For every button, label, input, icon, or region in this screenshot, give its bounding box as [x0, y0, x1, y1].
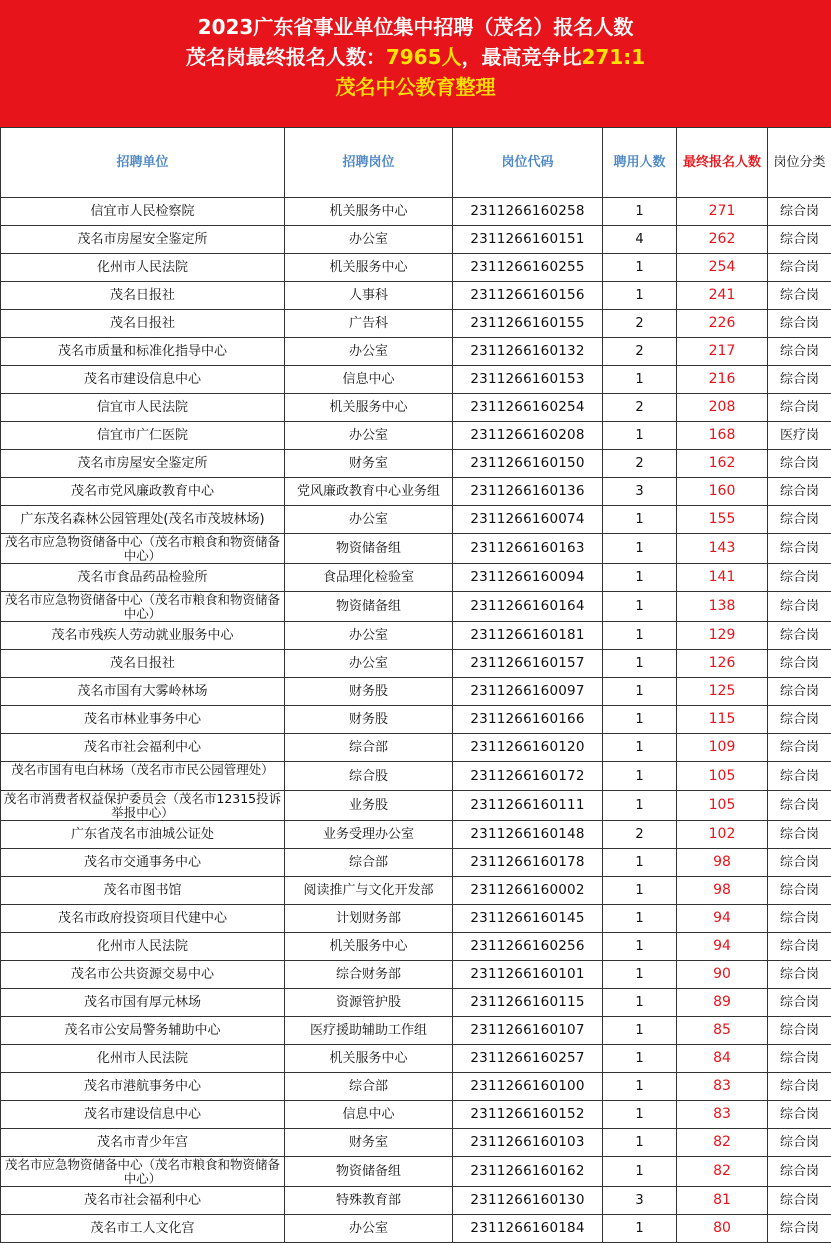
- cell-code: 2311266160150: [453, 450, 603, 478]
- cell-code: 2311266160157: [453, 650, 603, 678]
- cell-post: 办公室: [285, 650, 453, 678]
- cell-unit: 信宜市人民法院: [1, 394, 285, 422]
- cell-hire: 1: [603, 706, 677, 734]
- cell-hire: 1: [603, 254, 677, 282]
- title-line-2: [0, 42, 831, 72]
- cell-code: 2311266160115: [453, 989, 603, 1017]
- table-row: [1, 564, 831, 592]
- table-row: [1, 849, 831, 877]
- cell-hire: 3: [603, 478, 677, 506]
- cell-post: 办公室: [285, 338, 453, 366]
- table-row: [1, 1215, 831, 1243]
- cell-applicants: 84: [677, 1045, 768, 1073]
- cell-category: 综合岗: [768, 905, 831, 933]
- cell-unit: 茂名市党风廉政教育中心: [1, 478, 285, 506]
- cell-applicants: 126: [677, 650, 768, 678]
- cell-post: 医疗援助辅助工作组: [285, 1017, 453, 1045]
- table-row: [1, 310, 831, 338]
- cell-post: 物资储备组: [285, 1157, 453, 1187]
- cell-post: 办公室: [285, 226, 453, 254]
- cell-applicants: 81: [677, 1187, 768, 1215]
- cell-unit: 茂名日报社: [1, 310, 285, 338]
- cell-applicants: 94: [677, 905, 768, 933]
- col-header-post: 招聘岗位: [285, 128, 453, 198]
- cell-applicants: 83: [677, 1101, 768, 1129]
- cell-post: 综合部: [285, 734, 453, 762]
- cell-code: 2311266160120: [453, 734, 603, 762]
- cell-hire: 1: [603, 933, 677, 961]
- cell-applicants: 138: [677, 592, 768, 622]
- cell-category: 综合岗: [768, 1017, 831, 1045]
- cell-applicants: 125: [677, 678, 768, 706]
- cell-applicants: 143: [677, 534, 768, 564]
- cell-hire: 1: [603, 762, 677, 791]
- cell-applicants: 115: [677, 706, 768, 734]
- cell-hire: 2: [603, 394, 677, 422]
- title-line-3: 茂名中公教育整理: [0, 72, 831, 102]
- cell-category: 综合岗: [768, 877, 831, 905]
- cell-unit: 茂名市图书馆: [1, 877, 285, 905]
- table-row: [1, 422, 831, 450]
- cell-post: 机关服务中心: [285, 1045, 453, 1073]
- cell-applicants: 168: [677, 422, 768, 450]
- max-competition-ratio: 271:1: [582, 45, 646, 69]
- cell-category: 综合岗: [768, 534, 831, 564]
- cell-code: 2311266160130: [453, 1187, 603, 1215]
- cell-unit: 茂名市国有大雾岭林场: [1, 678, 285, 706]
- cell-code: 2311266160163: [453, 534, 603, 564]
- cell-post: 阅读推广与文化开发部: [285, 877, 453, 905]
- cell-code: 2311266160155: [453, 310, 603, 338]
- cell-category: 综合岗: [768, 706, 831, 734]
- cell-unit: 茂名市应急物资储备中心（茂名市粮食和物资储备中心）: [1, 1157, 285, 1187]
- cell-applicants: 216: [677, 366, 768, 394]
- cell-unit: 茂名市残疾人劳动就业服务中心: [1, 622, 285, 650]
- cell-code: 2311266160257: [453, 1045, 603, 1073]
- cell-unit: 信宜市人民检察院: [1, 198, 285, 226]
- cell-code: 2311266160152: [453, 1101, 603, 1129]
- table-row: [1, 592, 831, 622]
- cell-code: 2311266160166: [453, 706, 603, 734]
- cell-post: 机关服务中心: [285, 254, 453, 282]
- cell-code: 2311266160002: [453, 877, 603, 905]
- cell-post: 综合财务部: [285, 961, 453, 989]
- cell-applicants: 105: [677, 762, 768, 791]
- cell-category: 综合岗: [768, 622, 831, 650]
- cell-applicants: 105: [677, 791, 768, 821]
- cell-applicants: 208: [677, 394, 768, 422]
- cell-category: 综合岗: [768, 933, 831, 961]
- table-row: [1, 678, 831, 706]
- cell-code: 2311266160107: [453, 1017, 603, 1045]
- cell-hire: 1: [603, 592, 677, 622]
- cell-hire: 2: [603, 338, 677, 366]
- table-row: [1, 282, 831, 310]
- cell-hire: 1: [603, 989, 677, 1017]
- cell-applicants: 102: [677, 821, 768, 849]
- cell-category: 综合岗: [768, 394, 831, 422]
- cell-category: 医疗岗: [768, 422, 831, 450]
- cell-applicants: 82: [677, 1129, 768, 1157]
- table-row: [1, 478, 831, 506]
- cell-post: 机关服务中心: [285, 394, 453, 422]
- cell-category: 综合岗: [768, 678, 831, 706]
- cell-post: 机关服务中心: [285, 933, 453, 961]
- table-row: [1, 762, 831, 791]
- cell-applicants: 226: [677, 310, 768, 338]
- cell-code: 2311266160164: [453, 592, 603, 622]
- cell-post: 人事科: [285, 282, 453, 310]
- cell-unit: 茂名市政府投资项目代建中心: [1, 905, 285, 933]
- cell-applicants: 162: [677, 450, 768, 478]
- cell-post: 计划财务部: [285, 905, 453, 933]
- cell-unit: 茂名市国有电白林场（茂名市市民公园管理处）: [1, 762, 285, 791]
- cell-post: 业务股: [285, 791, 453, 821]
- cell-post: 财务室: [285, 1129, 453, 1157]
- table-row: [1, 989, 831, 1017]
- cell-post: 机关服务中心: [285, 198, 453, 226]
- cell-unit: 茂名市应急物资储备中心（茂名市粮食和物资储备中心）: [1, 534, 285, 564]
- cell-applicants: 254: [677, 254, 768, 282]
- cell-category: 综合岗: [768, 506, 831, 534]
- cell-hire: 1: [603, 1215, 677, 1243]
- cell-unit: 茂名市公安局警务辅助中心: [1, 1017, 285, 1045]
- cell-post: 综合部: [285, 849, 453, 877]
- cell-code: 2311266160103: [453, 1129, 603, 1157]
- cell-code: 2311266160101: [453, 961, 603, 989]
- table-row: [1, 1187, 831, 1215]
- cell-post: 资源管护股: [285, 989, 453, 1017]
- cell-code: 2311266160184: [453, 1215, 603, 1243]
- cell-code: 2311266160258: [453, 198, 603, 226]
- title-banner: [0, 0, 831, 127]
- cell-category: 综合岗: [768, 961, 831, 989]
- cell-code: 2311266160178: [453, 849, 603, 877]
- table-row: [1, 1045, 831, 1073]
- table-row: [1, 905, 831, 933]
- table-body: [1, 198, 831, 1243]
- table-row: [1, 338, 831, 366]
- total-applicants: 7965人: [386, 45, 462, 69]
- cell-code: 2311266160162: [453, 1157, 603, 1187]
- cell-code: 2311266160151: [453, 226, 603, 254]
- cell-post: 办公室: [285, 506, 453, 534]
- cell-hire: 1: [603, 1157, 677, 1187]
- cell-post: 综合股: [285, 762, 453, 791]
- cell-code: 2311266160156: [453, 282, 603, 310]
- cell-post: 综合部: [285, 1073, 453, 1101]
- table-row: [1, 534, 831, 564]
- cell-post: 业务受理办公室: [285, 821, 453, 849]
- cell-code: 2311266160256: [453, 933, 603, 961]
- col-header-category: 岗位分类: [768, 128, 831, 198]
- table-row: [1, 198, 831, 226]
- cell-hire: 1: [603, 1073, 677, 1101]
- cell-hire: 1: [603, 506, 677, 534]
- cell-unit: 茂名市消费者权益保护委员会（茂名市12315投诉举报中心）: [1, 791, 285, 821]
- cell-applicants: 89: [677, 989, 768, 1017]
- table-row: [1, 254, 831, 282]
- cell-code: 2311266160145: [453, 905, 603, 933]
- cell-hire: 1: [603, 877, 677, 905]
- cell-post: 党风廉政教育中心业务组: [285, 478, 453, 506]
- cell-hire: 1: [603, 366, 677, 394]
- cell-applicants: 85: [677, 1017, 768, 1045]
- cell-category: 综合岗: [768, 1187, 831, 1215]
- cell-unit: 茂名市建设信息中心: [1, 366, 285, 394]
- table-row: [1, 226, 831, 254]
- cell-code: 2311266160111: [453, 791, 603, 821]
- cell-unit: 茂名市林业事务中心: [1, 706, 285, 734]
- cell-category: 综合岗: [768, 1129, 831, 1157]
- cell-unit: 茂名市社会福利中心: [1, 1187, 285, 1215]
- cell-unit: 茂名市建设信息中心: [1, 1101, 285, 1129]
- col-header-hire: 聘用人数: [603, 128, 677, 198]
- cell-hire: 2: [603, 450, 677, 478]
- cell-code: 2311266160132: [453, 338, 603, 366]
- cell-category: 综合岗: [768, 564, 831, 592]
- cell-hire: 1: [603, 622, 677, 650]
- cell-unit: 广东省茂名市油城公证处: [1, 821, 285, 849]
- cell-unit: 广东茂名森林公园管理处(茂名市茂坡林场): [1, 506, 285, 534]
- cell-unit: 茂名市房屋安全鉴定所: [1, 226, 285, 254]
- cell-post: 物资储备组: [285, 592, 453, 622]
- table-row: [1, 450, 831, 478]
- cell-unit: 化州市人民法院: [1, 933, 285, 961]
- cell-unit: 化州市人民法院: [1, 1045, 285, 1073]
- cell-applicants: 109: [677, 734, 768, 762]
- table-row: [1, 366, 831, 394]
- cell-category: 综合岗: [768, 650, 831, 678]
- col-header-unit: 招聘单位: [1, 128, 285, 198]
- cell-category: 综合岗: [768, 849, 831, 877]
- cell-post: 财务股: [285, 706, 453, 734]
- cell-applicants: 83: [677, 1073, 768, 1101]
- cell-hire: 3: [603, 1187, 677, 1215]
- cell-post: 信息中心: [285, 1101, 453, 1129]
- cell-post: 食品理化检验室: [285, 564, 453, 592]
- cell-category: 综合岗: [768, 821, 831, 849]
- cell-category: 综合岗: [768, 1045, 831, 1073]
- cell-post: 特殊教育部: [285, 1187, 453, 1215]
- table-row: [1, 1129, 831, 1157]
- cell-post: 财务股: [285, 678, 453, 706]
- applicants-table: [0, 127, 831, 1243]
- cell-code: 2311266160136: [453, 478, 603, 506]
- title-line-2-prefix: 茂名岗最终报名人数：: [186, 45, 386, 69]
- table-row: [1, 706, 831, 734]
- table-row: [1, 961, 831, 989]
- table-row: [1, 1101, 831, 1129]
- cell-applicants: 94: [677, 933, 768, 961]
- cell-applicants: 271: [677, 198, 768, 226]
- cell-unit: 茂名市国有厚元林场: [1, 989, 285, 1017]
- cell-unit: 茂名市食品药品检验所: [1, 564, 285, 592]
- cell-category: 综合岗: [768, 478, 831, 506]
- cell-category: 综合岗: [768, 254, 831, 282]
- cell-unit: 茂名日报社: [1, 282, 285, 310]
- cell-post: 办公室: [285, 1215, 453, 1243]
- cell-post: 广告科: [285, 310, 453, 338]
- table-header-row: [1, 128, 831, 198]
- cell-hire: 1: [603, 650, 677, 678]
- cell-hire: 2: [603, 310, 677, 338]
- table-row: [1, 650, 831, 678]
- cell-hire: 1: [603, 849, 677, 877]
- cell-category: 综合岗: [768, 1157, 831, 1187]
- cell-code: 2311266160100: [453, 1073, 603, 1101]
- cell-hire: 1: [603, 1017, 677, 1045]
- cell-category: 综合岗: [768, 989, 831, 1017]
- cell-code: 2311266160148: [453, 821, 603, 849]
- cell-post: 办公室: [285, 422, 453, 450]
- cell-unit: 茂名日报社: [1, 650, 285, 678]
- cell-category: 综合岗: [768, 282, 831, 310]
- cell-category: 综合岗: [768, 338, 831, 366]
- cell-hire: 1: [603, 422, 677, 450]
- table-row: [1, 506, 831, 534]
- cell-hire: 4: [603, 226, 677, 254]
- title-line-1: 2023广东省事业单位集中招聘（茂名）报名人数: [0, 12, 831, 42]
- cell-hire: 1: [603, 905, 677, 933]
- cell-category: 综合岗: [768, 1073, 831, 1101]
- cell-hire: 1: [603, 564, 677, 592]
- cell-hire: 1: [603, 1129, 677, 1157]
- cell-category: 综合岗: [768, 366, 831, 394]
- table-row: [1, 734, 831, 762]
- cell-category: 综合岗: [768, 310, 831, 338]
- cell-unit: 化州市人民法院: [1, 254, 285, 282]
- cell-unit: 茂名市港航事务中心: [1, 1073, 285, 1101]
- table-row: [1, 791, 831, 821]
- cell-code: 2311266160074: [453, 506, 603, 534]
- cell-hire: 1: [603, 734, 677, 762]
- cell-hire: 1: [603, 961, 677, 989]
- cell-applicants: 141: [677, 564, 768, 592]
- cell-category: 综合岗: [768, 762, 831, 791]
- cell-code: 2311266160097: [453, 678, 603, 706]
- cell-category: 综合岗: [768, 734, 831, 762]
- cell-applicants: 98: [677, 849, 768, 877]
- cell-applicants: 80: [677, 1215, 768, 1243]
- cell-unit: 茂名市公共资源交易中心: [1, 961, 285, 989]
- cell-unit: 茂名市交通事务中心: [1, 849, 285, 877]
- table-row: [1, 1157, 831, 1187]
- cell-hire: 1: [603, 1101, 677, 1129]
- cell-code: 2311266160172: [453, 762, 603, 791]
- table-row: [1, 933, 831, 961]
- cell-hire: 2: [603, 821, 677, 849]
- title-line-2-middle: ，最高竞争比: [462, 45, 582, 69]
- cell-post: 信息中心: [285, 366, 453, 394]
- cell-code: 2311266160255: [453, 254, 603, 282]
- cell-category: 综合岗: [768, 592, 831, 622]
- cell-hire: 1: [603, 1045, 677, 1073]
- cell-applicants: 90: [677, 961, 768, 989]
- cell-unit: 茂名市房屋安全鉴定所: [1, 450, 285, 478]
- cell-post: 财务室: [285, 450, 453, 478]
- cell-unit: 茂名市应急物资储备中心（茂名市粮食和物资储备中心）: [1, 592, 285, 622]
- cell-category: 综合岗: [768, 226, 831, 254]
- cell-unit: 信宜市广仁医院: [1, 422, 285, 450]
- cell-category: 综合岗: [768, 450, 831, 478]
- cell-applicants: 241: [677, 282, 768, 310]
- cell-category: 综合岗: [768, 1101, 831, 1129]
- col-header-applicants: 最终报名人数: [677, 128, 768, 198]
- table-row: [1, 394, 831, 422]
- cell-unit: 茂名市青少年宫: [1, 1129, 285, 1157]
- cell-applicants: 160: [677, 478, 768, 506]
- cell-code: 2311266160181: [453, 622, 603, 650]
- col-header-code: 岗位代码: [453, 128, 603, 198]
- cell-applicants: 155: [677, 506, 768, 534]
- cell-hire: 1: [603, 791, 677, 821]
- cell-unit: 茂名市质量和标准化指导中心: [1, 338, 285, 366]
- cell-applicants: 217: [677, 338, 768, 366]
- cell-hire: 1: [603, 282, 677, 310]
- cell-post: 办公室: [285, 622, 453, 650]
- cell-applicants: 82: [677, 1157, 768, 1187]
- cell-applicants: 262: [677, 226, 768, 254]
- cell-code: 2311266160153: [453, 366, 603, 394]
- cell-code: 2311266160094: [453, 564, 603, 592]
- cell-hire: 1: [603, 534, 677, 564]
- cell-category: 综合岗: [768, 1215, 831, 1243]
- cell-applicants: 98: [677, 877, 768, 905]
- cell-category: 综合岗: [768, 791, 831, 821]
- table-row: [1, 1073, 831, 1101]
- cell-code: 2311266160254: [453, 394, 603, 422]
- cell-code: 2311266160208: [453, 422, 603, 450]
- cell-category: 综合岗: [768, 198, 831, 226]
- cell-applicants: 129: [677, 622, 768, 650]
- table-row: [1, 821, 831, 849]
- cell-hire: 1: [603, 198, 677, 226]
- cell-unit: 茂名市社会福利中心: [1, 734, 285, 762]
- cell-hire: 1: [603, 678, 677, 706]
- table-row: [1, 1017, 831, 1045]
- table-row: [1, 877, 831, 905]
- cell-unit: 茂名市工人文化宫: [1, 1215, 285, 1243]
- table-row: [1, 622, 831, 650]
- cell-post: 物资储备组: [285, 534, 453, 564]
